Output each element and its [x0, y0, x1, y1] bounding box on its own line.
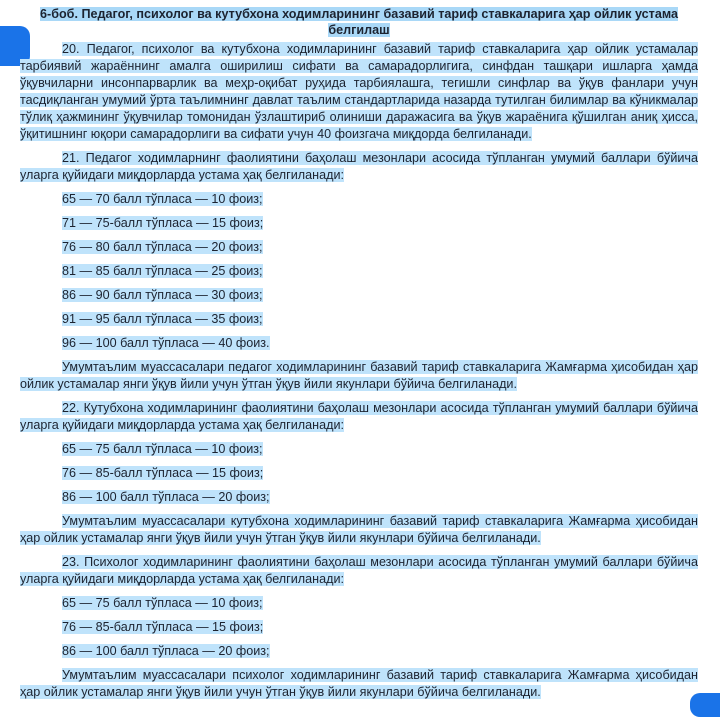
note-22: Умумтаълим муассасалари кутубхона ходимларининг базавий тариф ставкаларига Жамғарма ҳисобидан ҳар ойлик устамалар янги ўқув йили учун ўтган ўқув йили якунлари бўйича белгиланади. [20, 514, 698, 545]
list-item: 81 — 85 балл тўпласа — 25 фоиз; [62, 264, 263, 278]
paragraph-21: 21. Педагог ходимларнинг фаолиятини баҳолаш мезонлари асосида тўпланган умумий баллари бўйича уларга қуйидаги миқдорларда устама ҳақ белгиланади: [20, 151, 698, 182]
document-page [20, 6, 698, 708]
note-21: Умумтаълим муассасалари педагог ходимларининг базавий тариф ставкаларига Жамғарма ҳисобидан ҳар ойлик устамалар янги ўқув йили учун ўтган ўқув йили якунлари бўйича белгиланади. [20, 360, 698, 391]
list-item: 65 — 75 балл тўпласа — 10 фоиз; [62, 442, 263, 456]
list-item: 86 — 100 балл тўпласа — 20 фоиз; [62, 644, 270, 658]
list-item: 65 — 70 балл тўпласа — 10 фоиз; [62, 192, 263, 206]
list-item: 76 — 80 балл тўпласа — 20 фоиз; [62, 240, 263, 254]
paragraph-23: 23. Психолог ходимларининг фаолиятини баҳолаш мезонлари асосида тўпланган умумий баллари бўйича уларга қуйидаги миқдорларда устама ҳақ белгиланади: [20, 555, 698, 586]
list-item: 65 — 75 балл тўпласа — 10 фоиз; [62, 596, 263, 610]
list-item: 91 — 95 балл тўпласа — 35 фоиз; [62, 312, 263, 326]
list-item: 96 — 100 балл тўпласа — 40 фоиз. [62, 336, 270, 350]
list-item: 71 — 75-балл тўпласа — 15 фоиз; [62, 216, 264, 230]
list-item: 86 — 90 балл тўпласа — 30 фоиз; [62, 288, 263, 302]
list-item: 86 — 100 балл тўпласа — 20 фоиз; [62, 490, 270, 504]
list-22 [20, 441, 698, 506]
paragraph-22: 22. Кутубхона ходимларининг фаолиятини баҳолаш мезонлари асосида тўпланган умумий баллари бўйича уларга қуйидаги миқдорларда устама ҳақ белгиланади: [20, 401, 698, 432]
chapter-title: 6-боб. Педагог, психолог ва кутубхона ходимларининг базавий тариф ставкаларига ҳар ойлик устама белгилаш [40, 7, 678, 37]
paragraph-20: 20. Педагог, психолог ва кутубхона ходимларининг базавий тариф ставкаларига ҳар ойлик устамалар тарбиявий жараённинг амалга оширилиш сифати ва самарадорлигига, синфдан ташқари ишларга ҳамда ўқувчиларни инсонпарварлик ва меҳр-оқибат руҳида тарбиялашга, тегишли синфлар ва ўқув фанлари учун тасдиқланган умумий ўрта таълимнинг давлат таълим стандартларида назарда тутилган билимлар ва кўникмалар тўлиқ ҳажмининг ўқувчилар томонидан ўзлаштириб олиниши даражасига ва ўқув жараёнига қўшилган аниқ ҳисса, ўқитишнинг юқори самарадорлиги ва сифати учун 40 фоизгача миқдорда белгиланади. [20, 42, 698, 141]
note-23: Умумтаълим муассасалари психолог ходимларининг базавий тариф ставкаларига Жамғарма ҳисобидан ҳар ойлик устамалар янги ўқув йили учун ўтган ўқув йили якунлари бўйича белгиланади. [20, 668, 698, 699]
list-21 [20, 191, 698, 352]
list-23 [20, 595, 698, 660]
list-item: 76 — 85-балл тўпласа — 15 фоиз; [62, 620, 264, 634]
list-item: 76 — 85-балл тўпласа — 15 фоиз; [62, 466, 264, 480]
